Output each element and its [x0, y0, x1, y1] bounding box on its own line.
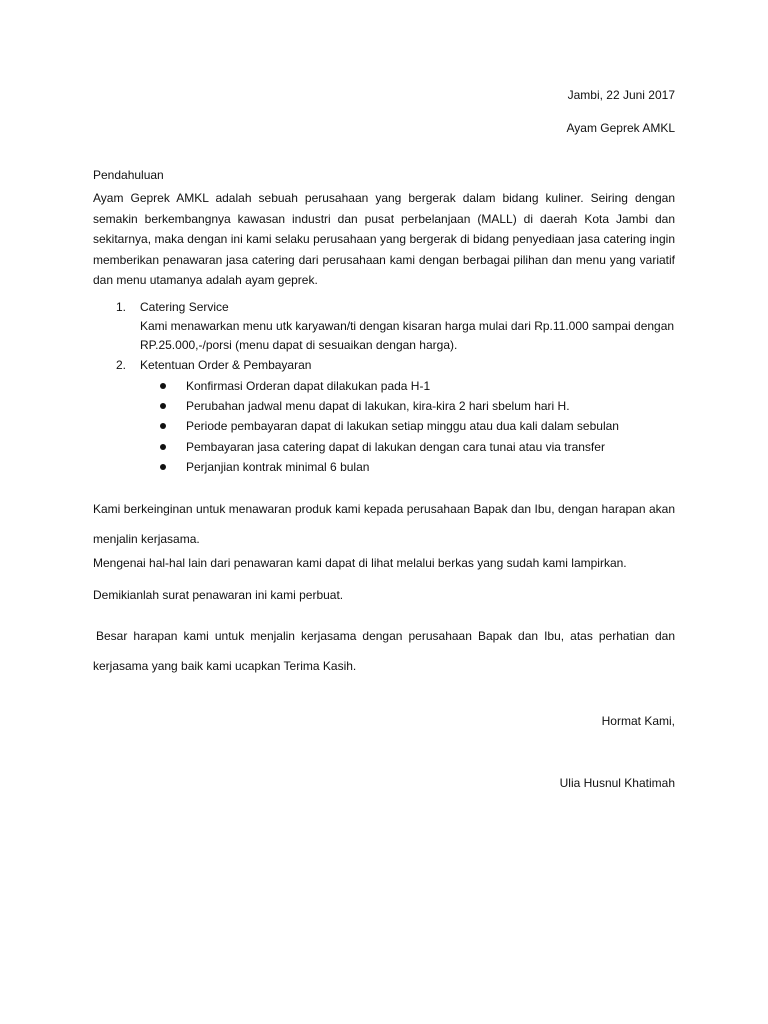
- bullet-icon: [160, 423, 166, 429]
- bullet-text: Perjanjian kontrak minimal 6 bulan: [186, 459, 370, 474]
- numbered-list: [93, 298, 675, 477]
- bullet-text: Konfirmasi Orderan dapat dilakukan pada H-1: [186, 379, 431, 393]
- offer-paragraph: Kami berkeinginan untuk menawaran produk kami kepada perusahaan Bapak dan Ibu, dengan harapan akan menjalin kerjasama.: [93, 502, 675, 546]
- bullet-item: [140, 416, 675, 436]
- bullet-icon: [160, 464, 166, 470]
- bullet-icon: [160, 383, 166, 389]
- bullet-text: Perubahan jadwal menu dapat di lakukan, kira-kira 2 hari sbelum hari H.: [186, 399, 570, 414]
- item-title: Catering Service: [140, 300, 229, 314]
- bullet-text: Pembayaran jasa catering dapat di lakukan dengan cara tunai atau via transfer: [186, 439, 605, 454]
- bullet-item: [140, 376, 675, 396]
- bullet-icon: [160, 444, 166, 450]
- company-name: Ayam Geprek AMKL: [566, 121, 675, 135]
- item-number: 2.: [116, 357, 127, 372]
- bullet-item: [140, 457, 675, 477]
- salutation: Hormat Kami,: [601, 714, 675, 728]
- intro-paragraph: Ayam Geprek AMKL adalah sebuah perusahaan yang bergerak dalam bidang kuliner. Seiring dengan semakin berkembangnya kawasan industri dan pusat perbelanjaan (MALL) di daerah Kota Jambi dan sekitarnya, maka dengan ini kami selaku perusahaan yang bergerak di bidang penyediaan jasa catering ingin memberikan penawaran jasa catering dari perusahaan kami dengan berbagai pilihan dan menu yang variatif dan menu utamanya adalah ayam geprek.: [93, 191, 675, 287]
- thanks-paragraph: Besar harapan kami untuk menjalin kerjasama dengan perusahaan Bapak dan Ibu, atas perhatian dan kerjasama yang baik kami ucapkan Terima Kasih.: [93, 629, 675, 673]
- bullet-list: [140, 376, 675, 477]
- closing-statement: Demikianlah surat penawaran ini kami perbuat.: [93, 588, 344, 602]
- list-item: [93, 356, 675, 478]
- item-description: Kami menawarkan menu utk karyawan/ti dengan kisaran harga mulai dari Rp.11.000 sampai dengan RP.25.000,-/porsi (menu dapat di sesuaikan dengan harga).: [140, 318, 675, 352]
- section-title: Pendahuluan: [93, 168, 164, 182]
- bullet-item: [140, 437, 675, 457]
- bullet-icon: [160, 403, 166, 409]
- date-line: Jambi, 22 Juni 2017: [567, 88, 675, 102]
- signer-name: Ulia Husnul Khatimah: [559, 776, 675, 790]
- item-title: Ketentuan Order & Pembayaran: [140, 357, 312, 372]
- item-number: 1.: [116, 300, 127, 314]
- bullet-text: Periode pembayaran dapat di lakukan setiap minggu atau dua kali dalam sebulan: [186, 419, 619, 434]
- attachment-paragraph: Mengenai hal-hal lain dari penawaran kami dapat di lihat melalui berkas yang sudah kami lampirkan.: [93, 556, 627, 570]
- list-item: [93, 298, 675, 356]
- bullet-item: [140, 396, 675, 416]
